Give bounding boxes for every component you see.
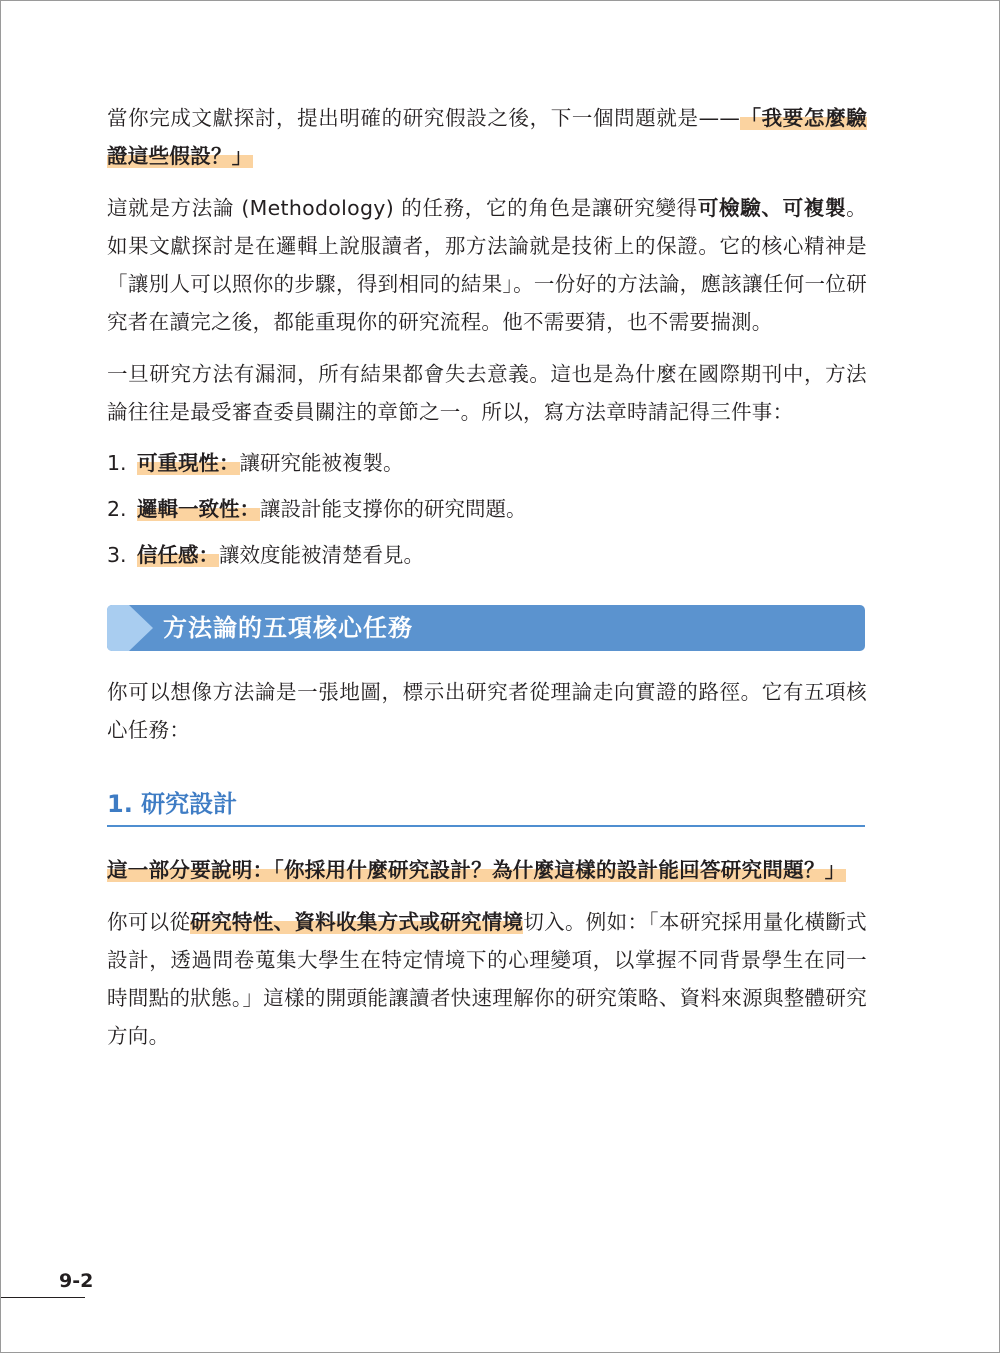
section-banner xyxy=(107,605,865,651)
page-number: 9-2 xyxy=(59,1270,94,1292)
list-number: 3. xyxy=(107,543,127,567)
list-item xyxy=(107,447,867,479)
list-label: 可重現性： xyxy=(137,451,240,475)
design-paragraph xyxy=(107,903,867,1055)
footer-rule xyxy=(1,1297,85,1298)
methodology-text-2: 。如果文獻探討是在邏輯上說服讀者，那方法論就是技術上的保證。它的核心精神是「讓別人可以照你的步驟，得到相同的結果」。一份好的方法論，應該讓任何一位研究者在讀完之後，都能重現你的研究流程。他不需要猜，也不需要揣測。 xyxy=(107,196,867,334)
list-text: 讓研究能被複製。 xyxy=(239,451,404,475)
methodology-paragraph xyxy=(107,189,867,341)
section-title: 方法論的五項核心任務 xyxy=(163,614,413,642)
design-question xyxy=(107,851,867,889)
list-label: 信任感： xyxy=(137,543,219,567)
list-item xyxy=(107,493,867,525)
list-item xyxy=(107,539,867,571)
page-content xyxy=(107,99,867,1055)
three-things-list xyxy=(107,447,867,571)
list-text: 讓效度能被清楚看見。 xyxy=(219,543,424,567)
three-things-paragraph: 一旦研究方法有漏洞，所有結果都會失去意義。這也是為什麼在國際期刊中，方法論往往是最受審查委員關注的章節之一。所以，寫方法章時請記得三件事： xyxy=(107,362,867,424)
intro-paragraph xyxy=(107,99,867,175)
list-number: 1. xyxy=(107,451,127,475)
list-text: 讓設計能支撐你的研究問題。 xyxy=(260,497,527,521)
list-label: 邏輯一致性： xyxy=(137,497,260,521)
design-text-1: 你可以從 xyxy=(107,910,191,934)
chevron-right-icon xyxy=(107,605,167,651)
intro-text: 當你完成文獻探討，提出明確的研究假設之後，下一個問題就是—— xyxy=(107,106,741,130)
methodology-text-1: 這就是方法論 (Methodology) 的任務，它的角色是讓研究變得 xyxy=(107,196,698,220)
list-number: 2. xyxy=(107,497,127,521)
design-text-2: 切入。例如：「本研究採用量化橫斷式設計，透過問卷蒐集大學生在特定情境下的心理變項，以掌握不同背景學生在同一時間點的狀態。」這樣的開頭能讓讀者快速理解你的研究策略、資料來源與整體研究方向。 xyxy=(107,910,867,1048)
intro-highlight: 「我要怎麼驗證這些假設？」 xyxy=(107,106,867,168)
methodology-bold: 可檢驗、可複製 xyxy=(697,196,847,220)
map-paragraph: 你可以想像方法論是一張地圖，標示出研究者從理論走向實證的路徑。它有五項核心任務： xyxy=(107,680,867,742)
subsection-heading: 1. 研究設計 xyxy=(107,787,865,827)
design-highlight: 研究特性、資料收集方式或研究情境 xyxy=(190,910,524,934)
design-question-highlight: 這一部分要說明：「你採用什麼研究設計？為什麼這樣的設計能回答研究問題？」 xyxy=(107,858,846,882)
